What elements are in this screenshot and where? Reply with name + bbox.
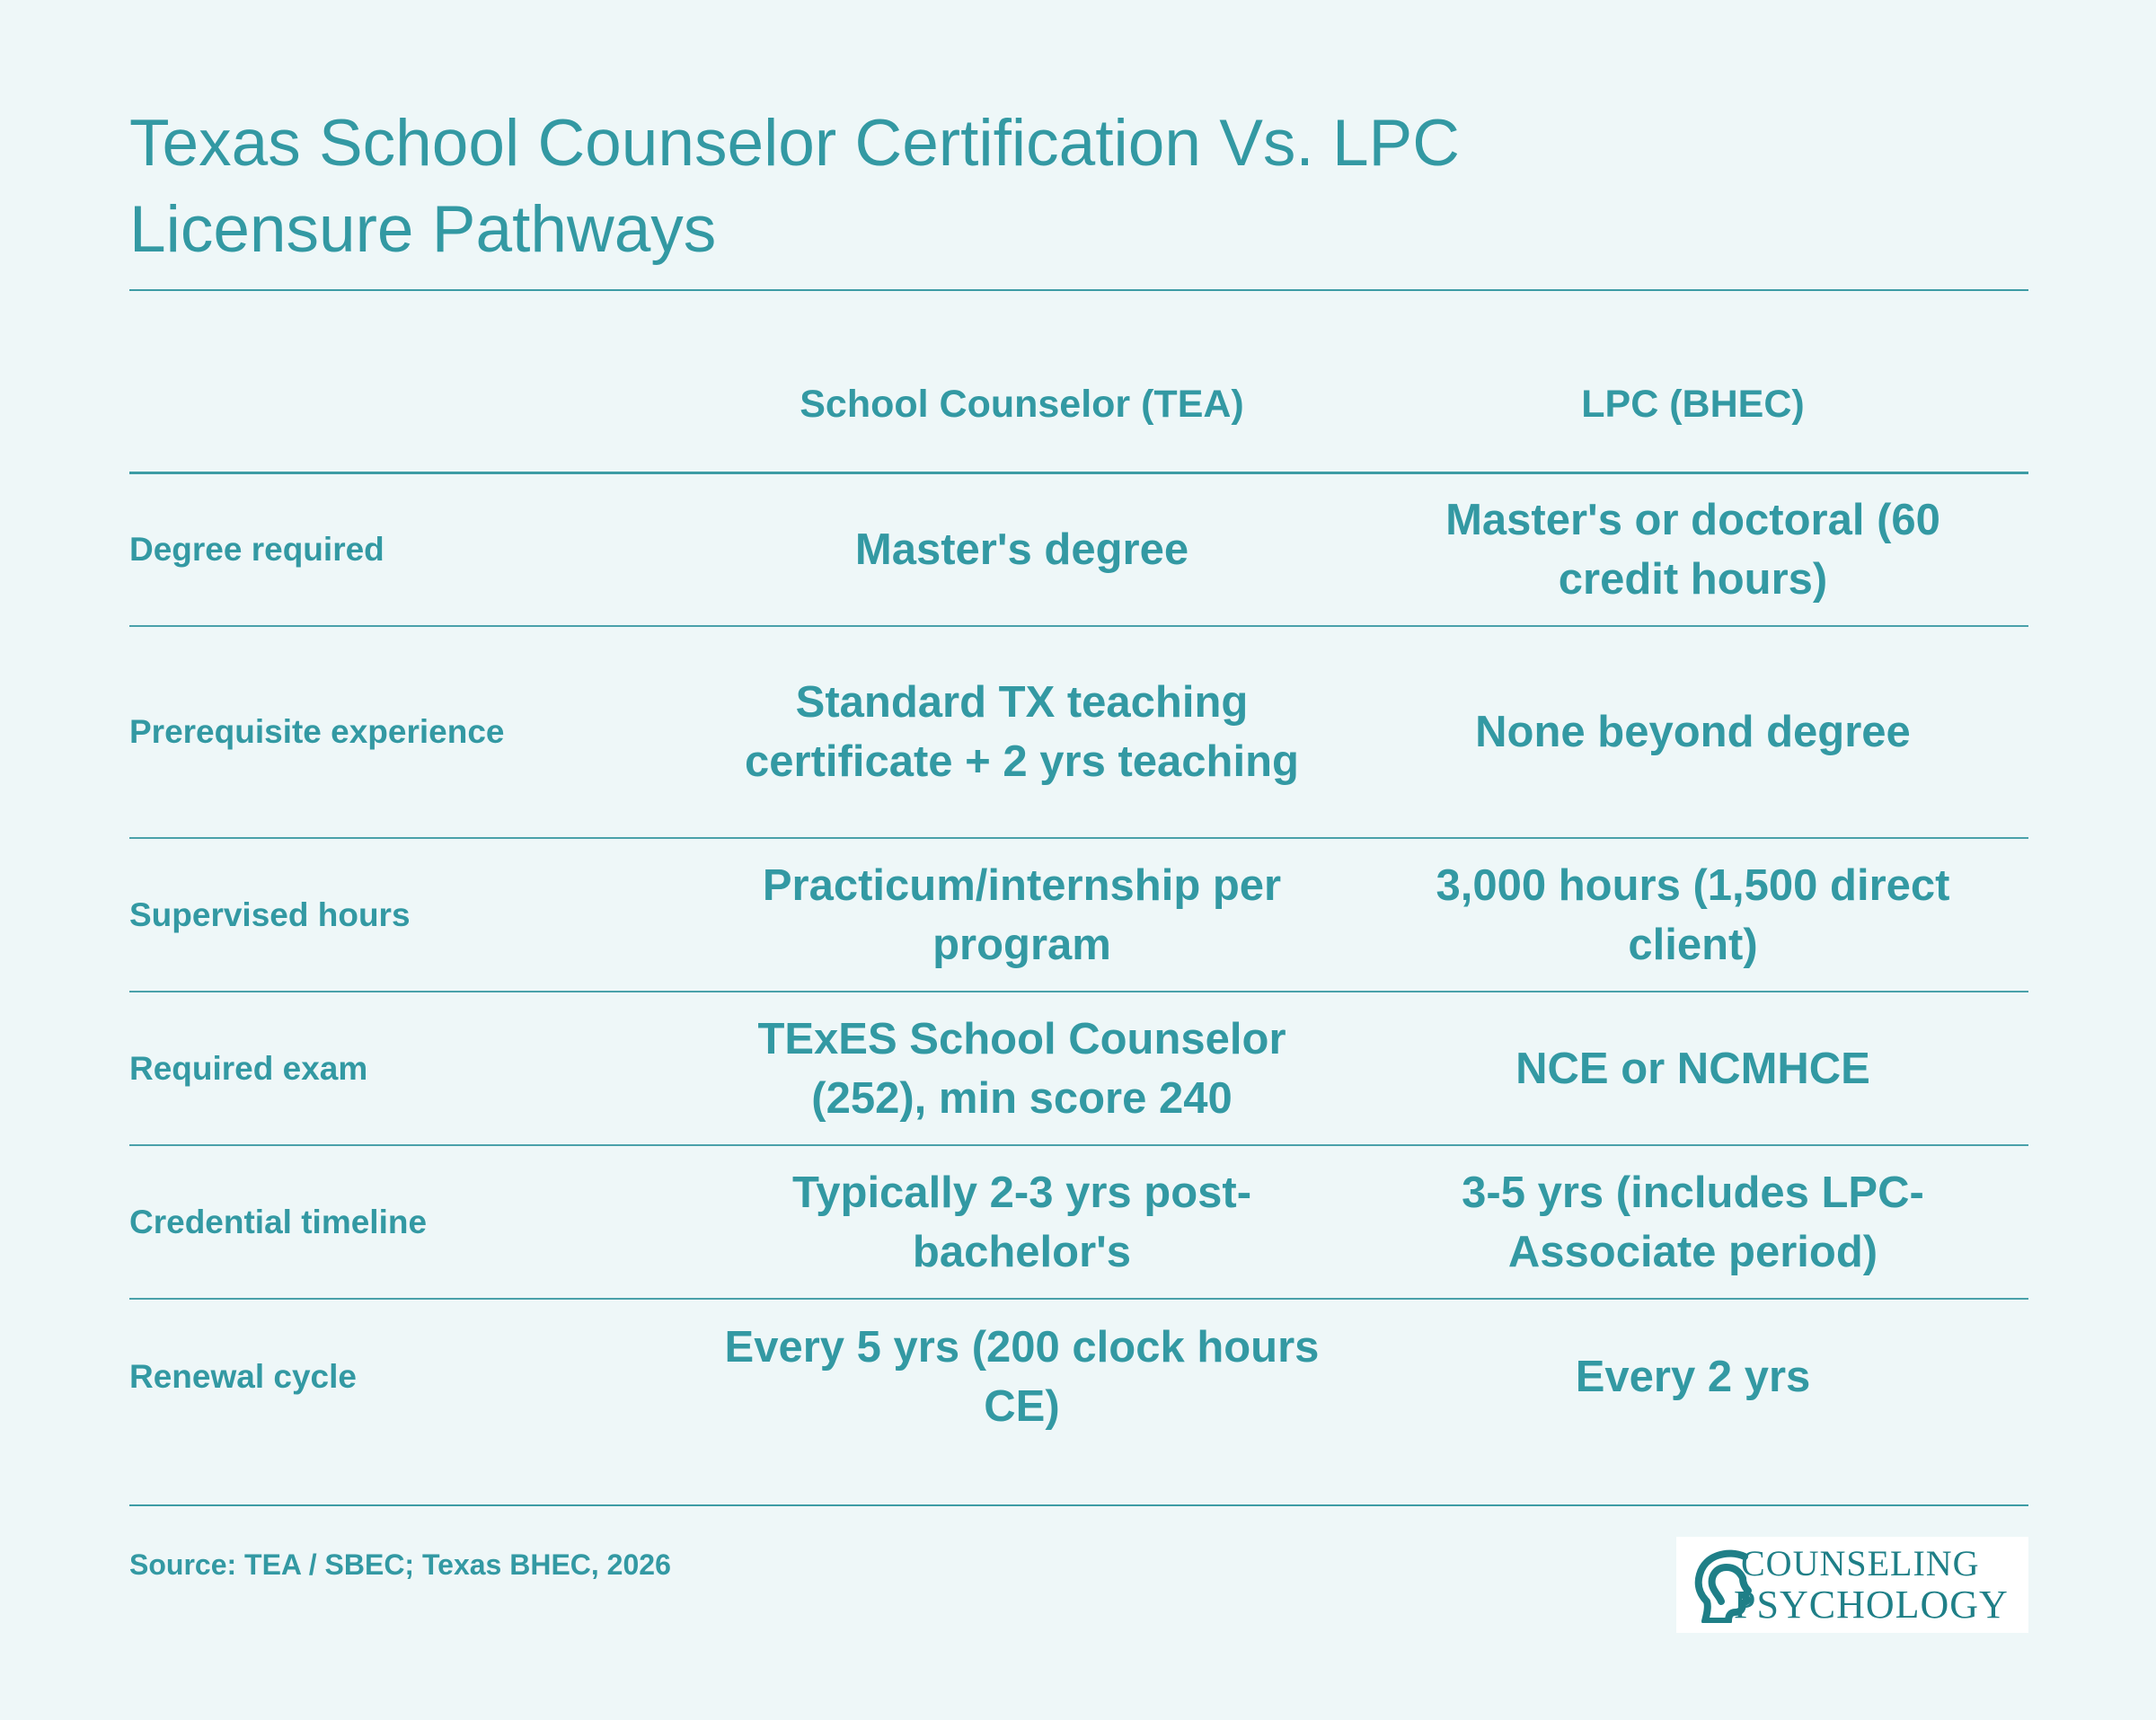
logo-text-psychology: PSYCHOLOGY — [1734, 1583, 2009, 1627]
row-label: Credential timeline — [129, 1203, 428, 1240]
table-header-row — [129, 348, 2028, 474]
table-row — [129, 1300, 2028, 1453]
row-label: Renewal cycle — [129, 1357, 357, 1395]
source-note: Source: TEA / SBEC; Texas BHEC, 2026 — [129, 1548, 671, 1581]
title-divider — [129, 289, 2028, 291]
lpc-cell: None beyond degree — [1475, 708, 1911, 756]
tea-cell: Practicum/internship per program — [762, 860, 1282, 969]
row-label: Degree required — [129, 531, 384, 568]
page-title: Texas School Counselor Certification Vs. LPC Licensure Pathways — [129, 107, 1460, 266]
lpc-cell: 3,000 hours (1,500 direct client) — [1436, 860, 1950, 969]
tea-cell: TExES School Counselor (252), min score 240 — [757, 1014, 1286, 1123]
row-label: Required exam — [129, 1049, 368, 1087]
column-header-tea: School Counselor (TEA) — [800, 382, 1244, 426]
logo-text-counseling: COUNSELING — [1741, 1543, 1980, 1583]
table-row — [129, 992, 2028, 1146]
table-row — [129, 474, 2028, 627]
lpc-cell: Every 2 yrs — [1575, 1352, 1811, 1401]
comparison-table — [129, 348, 2028, 1453]
table-row — [129, 839, 2028, 992]
table-row — [129, 1146, 2028, 1300]
brand-logo — [1676, 1537, 2028, 1633]
footer-divider — [129, 1504, 2028, 1506]
tea-cell: Master's degree — [854, 525, 1189, 574]
tea-cell: Standard TX teaching certificate + 2 yrs teaching — [745, 678, 1299, 786]
lpc-cell: Master's or doctoral (60 credit hours) — [1445, 496, 1940, 604]
lpc-cell: 3-5 yrs (includes LPC-Associate period) — [1462, 1168, 1924, 1276]
row-label: Supervised hours — [129, 895, 411, 933]
row-label: Prerequisite experience — [129, 713, 505, 750]
table-row — [129, 627, 2028, 839]
lpc-cell: NCE or NCMHCE — [1515, 1044, 1870, 1093]
column-header-lpc: LPC (BHEC) — [1581, 382, 1805, 426]
tea-cell: Every 5 yrs (200 clock hours CE) — [724, 1322, 1320, 1431]
tea-cell: Typically 2-3 yrs post-bachelor's — [791, 1168, 1252, 1276]
